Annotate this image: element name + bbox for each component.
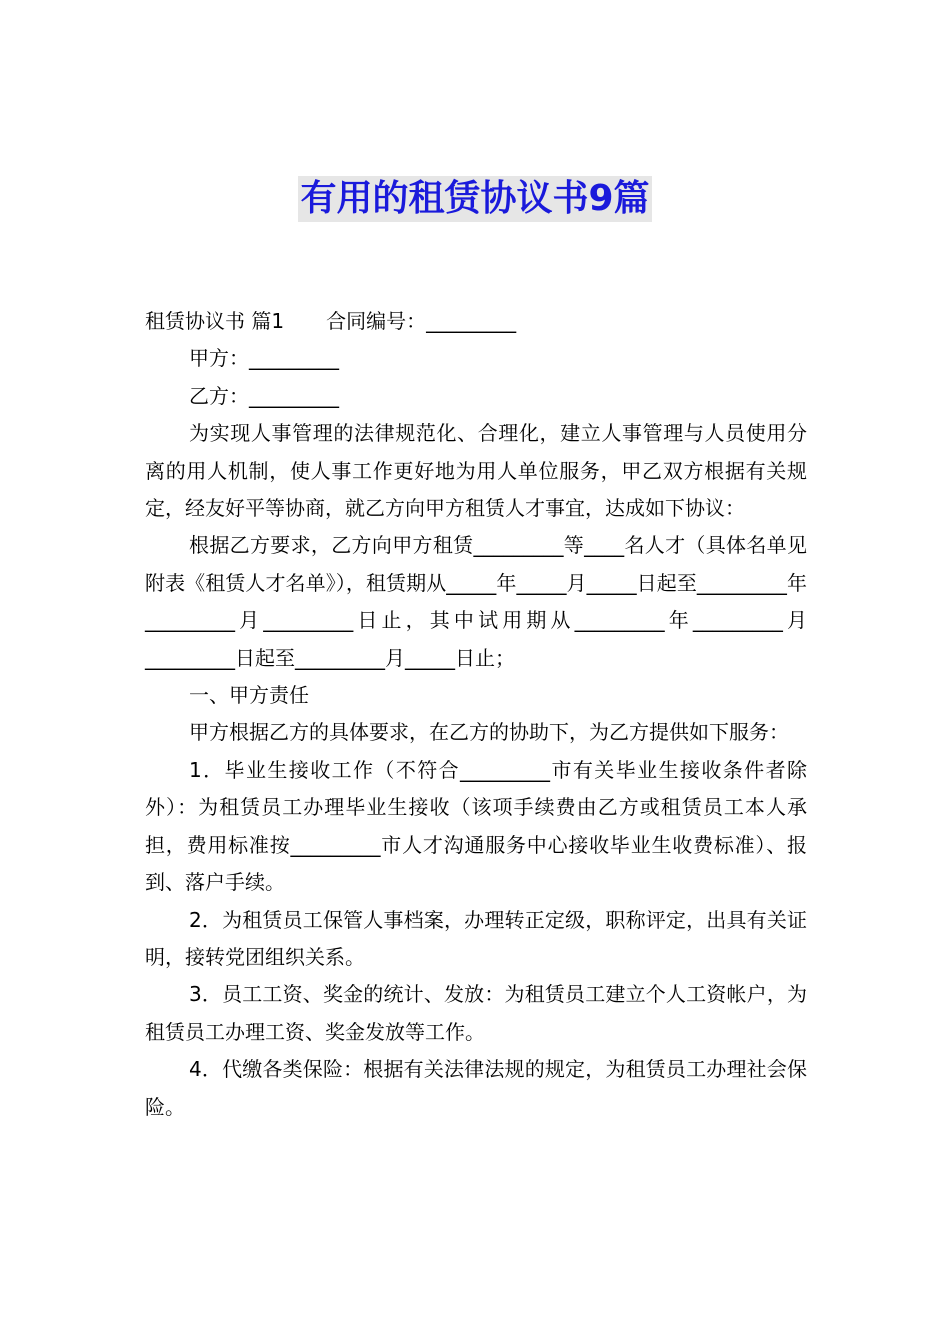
contract-number-field: 合同编号：_________ — [326, 309, 517, 333]
document-body — [145, 303, 807, 1126]
clause-2: 2．为租赁员工保管人事档案，办理转正定级，职称评定，出具有关证明，接转党团组织关系。 — [145, 907, 807, 969]
clause-1: 1．毕业生接收工作（不符合_________市有关毕业生接收条件者除外）：为租赁员工办理毕业生接收（该项手续费由乙方或租赁员工本人承担，费用标准按_________市人才沟通服务中心接收毕业生收费标准）、报到、落户手续。 — [145, 757, 807, 895]
party-b-line: 乙方：_________ — [189, 383, 339, 408]
heading-line — [145, 303, 807, 340]
clause-4: 4．代缴各类保险：根据有关法律法规的规定，为租赁员工办理社会保险。 — [145, 1057, 807, 1119]
paragraph-lease-term: 根据乙方要求，乙方向甲方租赁_________等____名人才（具体名单见附表《租赁人才名单》），租赁期从_____年_____月_____日起至_________年_________月_________日止，其中试用期从_________年_________月_________日起至_________月_____日止； — [145, 533, 807, 670]
party-a-line: 甲方：_________ — [189, 346, 339, 371]
paragraph-purpose: 为实现人事管理的法律规范化、合理化，建立人事管理与人员使用分离的用人机制，使人事工作更好地为用人单位服务，甲乙双方根据有关规定，经友好平等协商，就乙方向甲方租赁人才事宜，达成如下协议： — [145, 421, 807, 521]
document-title — [0, 176, 950, 222]
section-heading: 租赁协议书 篇1 — [145, 309, 285, 333]
section-party-a-duties: 一、甲方责任 — [189, 683, 309, 708]
document-title-text: 有用的租赁协议书9篇 — [298, 176, 651, 222]
clause-3: 3．员工工资、奖金的统计、发放：为租赁员工建立个人工资帐户，为租赁员工办理工资、奖金发放等工作。 — [145, 982, 807, 1044]
paragraph-services-intro: 甲方根据乙方的具体要求，在乙方的协助下，为乙方提供如下服务： — [189, 720, 789, 745]
